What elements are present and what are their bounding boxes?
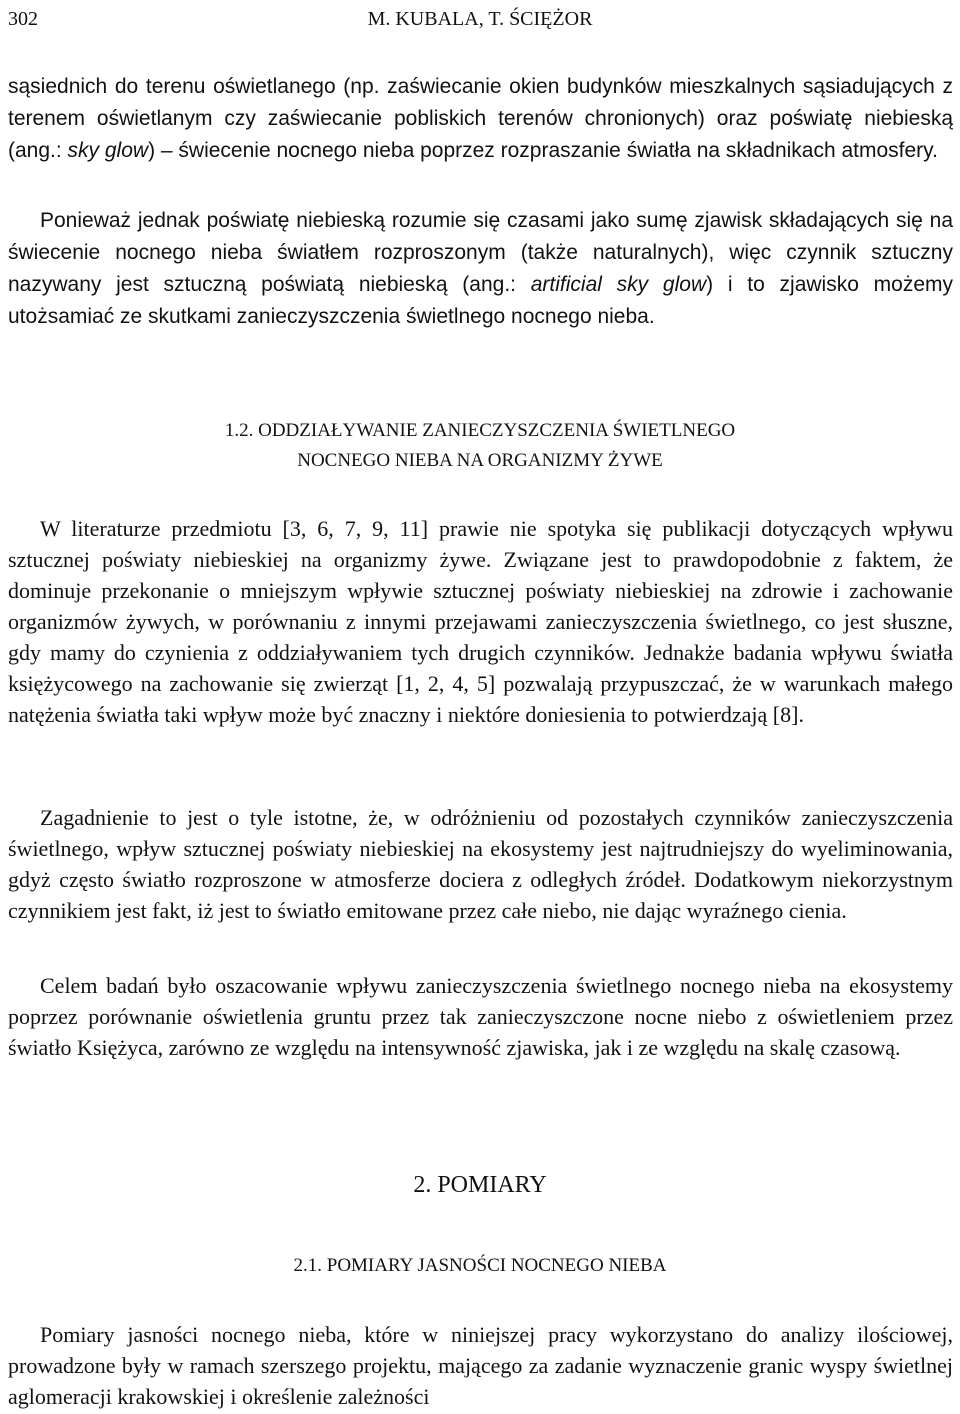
paragraph-issue: Zagadnienie to jest o tyle istotne, że, w odróżnieniu od pozostałych czynników zanieczyszczenia świetlnego, wpływ sztucznej poświaty niebieskiej na ekosystemy jest najtrudniejszy do wyeliminowania, gdyż często światło rozproszone w atmosferze dociera z odległych źródeł. Dodatkowym niekorzystnym czynnikiem jest fakt, iż jest to światło emitowane przez całe niebo, nie dając wyraźnego cienia. <box>8 805 953 923</box>
section-heading-1-2-line1: 1.2. ODDZIAŁYWANIE ZANIECZYSZCZENIA ŚWIETLNEGO <box>224 420 736 441</box>
page-number: 302 <box>8 8 38 30</box>
para1-text-start: sąsiednich do terenu oświetlanego (np. zaświecanie okien budynków mieszkalnych sąsiadujących z terenem oświetlanym czy zaświecanie pobliskich terenów chronionych) oraz poświatę niebieską (ang.: <box>8 75 953 162</box>
section-heading-1-2 <box>0 416 960 476</box>
term-artificial-sky-glow: artificial sky glow <box>530 273 707 296</box>
running-header: M. KUBALA, T. ŚCIĘŻOR <box>367 8 593 30</box>
paragraph-aim: Celem badań było oszacowanie wpływu zanieczyszczenia świetlnego nocnego nieba na ekosystemy poprzez porównanie oświetlenia gruntu przez tak zanieczyszczone nocne niebo z oświetleniem przez światło Księżyca, zarówno ze względu na intensywność zjawiska, jak i ze względu na skalę czasową. <box>8 973 953 1060</box>
section-heading-2: 2. POMIARY <box>413 1172 547 1198</box>
term-sky-glow: sky glow <box>67 139 149 162</box>
paragraph-measurements: Pomiary jasności nocnego nieba, które w niniejszej pracy wykorzystano do analizy ilościowej, prowadzone były w ramach szerszego projektu, mającego za zadanie wyznaczenie granic wyspy świetlnej aglomeracji krakowskiej i określenie zależności <box>8 1322 953 1409</box>
paragraph-sky-glow <box>8 71 953 167</box>
para2-text-end: ) i to zjawisko możemy utożsamiać ze skutkami zanieczyszczenia świetlnego nocnego nieba. <box>8 273 953 328</box>
paragraph-artificial-sky-glow <box>8 205 953 333</box>
paragraph-literature: W literaturze przedmiotu [3, 6, 7, 9, 11] prawie nie spotyka się publikacji dotyczących wpływu sztucznej poświaty niebieskiej na organizmy żywe. Związane jest to prawdopodobnie z faktem, że dominuje przekonanie o mniejszym wpływie sztucznej poświaty niebieskiej na zdrowie i zachowanie organizmów żywych, w porównaniu z innymi przejawami zanieczyszczenia świetlnego, co jest słuszne, gdy mamy do czynienia z oddziaływaniem tych drugich czynników. Jednakże badania wpływu światła księżycowego na zachowanie się zwierząt [1, 2, 4, 5] pozwalają przypuszczać, że w warunkach małego natężenia światła taki wpływ może być znaczny i niektóre doniesienia to potwierdzają [8]. <box>8 516 953 727</box>
section-heading-2-1: 2.1. POMIARY JASNOŚCI NOCNEGO NIEBA <box>293 1255 667 1276</box>
para1-text-end: ) – świecenie nocnego nieba poprzez rozpraszanie światła na składnikach atmosfery. <box>148 139 938 162</box>
para2-text-start: Ponieważ jednak poświatę niebieską rozumie się czasami jako sumę zjawisk składających się na świecenie nocnego nieba światłem rozproszonym (także naturalnych), więc czynnik sztuczny nazywany jest sztuczną poświatą niebieską (ang.: <box>8 209 953 296</box>
section-heading-1-2-line2: NOCNEGO NIEBA NA ORGANIZMY ŻYWE <box>297 450 663 471</box>
